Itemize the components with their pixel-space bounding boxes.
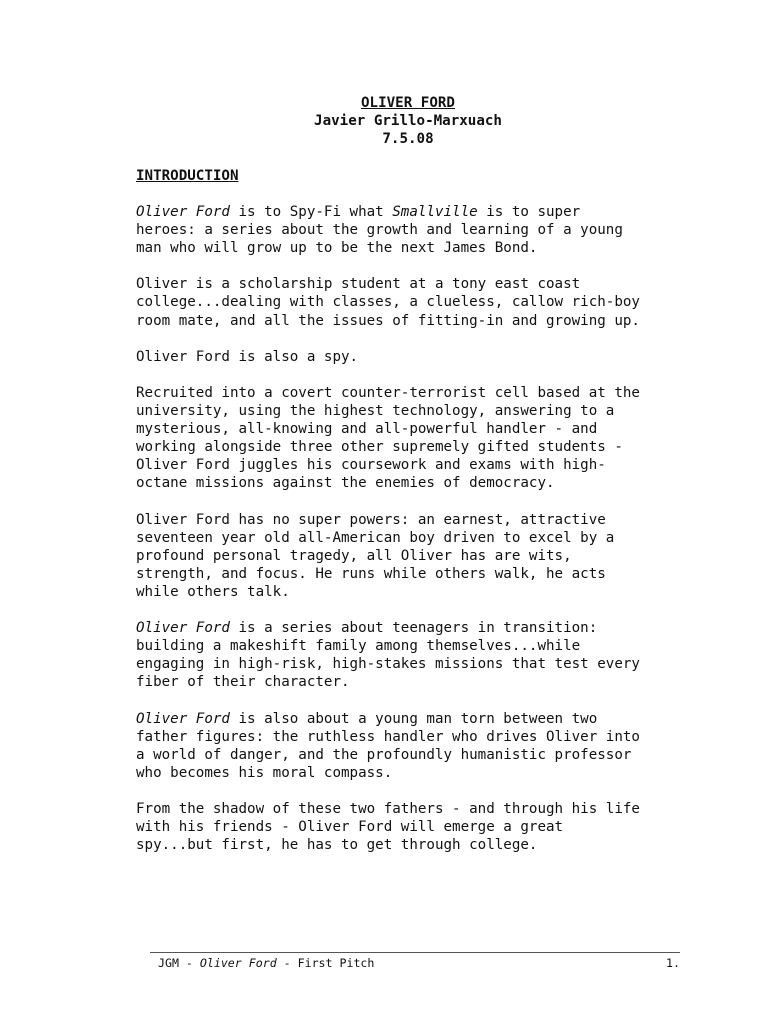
paragraph: [136, 384, 696, 493]
footer-show-title: Oliver Ford: [199, 956, 277, 970]
text-run: From the shadow of these two fathers - and through his life: [136, 801, 640, 818]
paragraph: [136, 710, 696, 782]
text-line: [136, 529, 696, 547]
text-run: fiber of their character.: [136, 674, 350, 691]
text-line: [136, 239, 696, 257]
text-run: octane missions against the enemies of democracy.: [136, 475, 555, 492]
text-line: [136, 583, 696, 601]
text-run: while others talk.: [136, 583, 290, 600]
page-number: 1.: [666, 956, 680, 970]
text-line: [136, 384, 696, 402]
paragraph: [136, 619, 696, 691]
italic-title-text: Oliver Ford: [136, 620, 230, 637]
italic-title-text: Smallville: [392, 204, 478, 220]
text-run: college...dealing with classes, a clueless, callow rich-boy: [136, 294, 640, 311]
text-line: [136, 221, 696, 239]
text-line: [136, 710, 696, 728]
section-heading: INTRODUCTION: [136, 168, 239, 184]
text-line: [136, 673, 696, 691]
text-line: [136, 818, 696, 836]
text-run: Oliver Ford has no super powers: an earnest, attractive: [136, 511, 606, 528]
text-run: a world of danger, and the profoundly humanistic professor: [136, 746, 632, 763]
text-run: father figures: the ruthless handler who drives Oliver into: [136, 728, 640, 745]
text-run: engaging in high-risk, high-stakes missions that test every: [136, 656, 640, 673]
text-run: Oliver is a scholarship student at a tony east coast: [136, 276, 581, 293]
text-run: is a series about teenagers in transition:: [229, 620, 598, 637]
text-line: [136, 547, 696, 565]
body-text: [136, 203, 696, 872]
paragraph: [136, 203, 696, 257]
text-run: profound personal tragedy, all Oliver has are wits,: [136, 547, 572, 564]
text-line: [136, 293, 696, 311]
text-line: [136, 637, 696, 655]
text-line: [136, 836, 696, 854]
text-line: [136, 619, 696, 637]
text-run: is to Spy-Fi what: [229, 204, 393, 220]
document-title: OLIVER FORD: [361, 95, 455, 111]
text-line: [136, 275, 696, 293]
text-line: [136, 420, 696, 438]
text-run: Oliver Ford juggles his coursework and exams with high-: [136, 457, 606, 474]
text-run: heroes: a series about the growth and learning of a young: [136, 222, 623, 239]
text-run: Recruited into a covert counter-terrorist cell based at the: [136, 384, 640, 401]
paragraph: [136, 275, 696, 329]
footer-prefix: JGM -: [158, 956, 200, 970]
text-run: university, using the highest technology, answering to a: [136, 403, 615, 420]
text-run: spy...but first, he has to get through college.: [136, 837, 538, 854]
footer-suffix: - First Pitch: [276, 956, 375, 970]
text-line: [136, 655, 696, 673]
text-line: [136, 728, 696, 746]
text-line: [136, 764, 696, 782]
italic-title-text: Oliver Ford: [136, 710, 230, 727]
text-run: strength, and focus. He runs while others walk, he acts: [136, 565, 606, 582]
text-run: who becomes his moral compass.: [136, 764, 393, 781]
text-line: [136, 456, 696, 474]
footer-divider: [150, 952, 680, 953]
italic-title-text: Oliver Ford: [136, 204, 230, 220]
text-run: Oliver Ford is also a spy.: [136, 348, 359, 365]
text-run: man who will grow up to be the next James Bond.: [136, 240, 538, 257]
title-block: [0, 94, 770, 148]
text-line: [136, 312, 696, 330]
text-line: [136, 438, 696, 456]
text-run: is also about a young man torn between two: [229, 710, 598, 727]
text-line: [136, 511, 696, 529]
text-line: [136, 474, 696, 492]
text-run: room mate, and all the issues of fitting-in and growing up.: [136, 312, 640, 329]
paragraph: [136, 511, 696, 601]
footer-label: [158, 956, 374, 970]
text-line: [136, 746, 696, 764]
text-run: seventeen year old all-American boy driven to excel by a: [136, 529, 615, 546]
author-name: Javier Grillo-Marxuach: [314, 113, 502, 129]
text-run: with his friends - Oliver Ford will emerge a great: [136, 819, 564, 836]
text-run: working alongside three other supremely gifted students -: [136, 439, 623, 456]
text-run: is to super: [477, 204, 581, 220]
text-line: [136, 565, 696, 583]
document-date: 7.5.08: [382, 131, 434, 147]
text-line: [136, 348, 696, 366]
text-line: [136, 203, 696, 221]
text-line: [136, 800, 696, 818]
text-line: [136, 402, 696, 420]
paragraph: [136, 348, 696, 366]
text-run: mysterious, all-knowing and all-powerful handler - and: [136, 421, 598, 438]
paragraph: [136, 800, 696, 854]
text-run: building a makeshift family among themselves...while: [136, 638, 581, 655]
